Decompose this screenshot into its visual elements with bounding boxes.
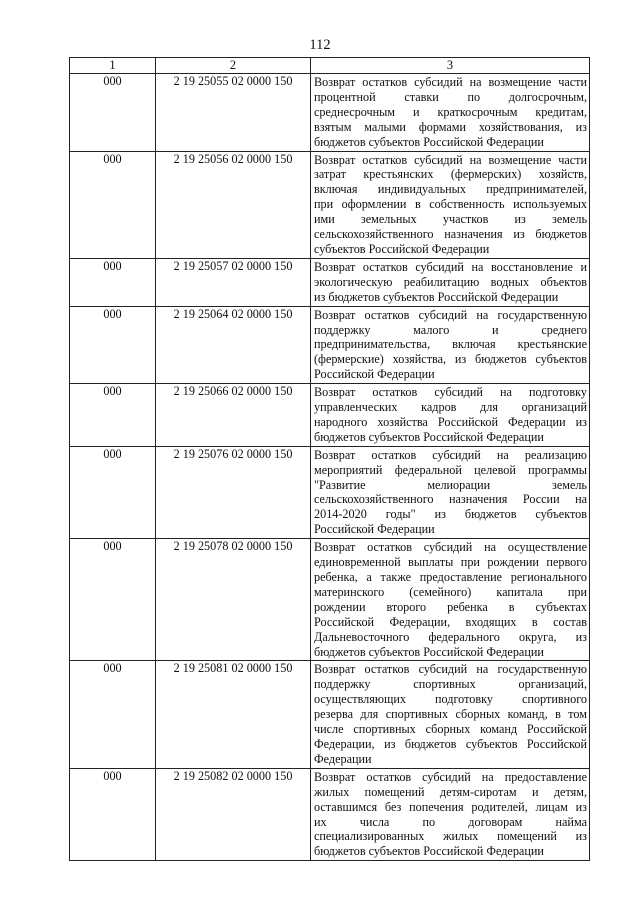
description-line: Возврат остатков субсидий на государственную: [314, 662, 587, 677]
page-number: 112: [309, 37, 331, 53]
description-line: бюджетов субъектов Российской Федерации: [314, 429, 544, 444]
description-line: при оформлении в собственность используемых: [314, 197, 587, 212]
table-row: [70, 151, 590, 258]
description-line: субъектов Российской Федерации: [314, 241, 490, 256]
description-line: сельскохозяйственного назначения России на: [314, 492, 587, 507]
income-description-cell: [311, 446, 590, 538]
description-line: осуществляющих подготовку спортивного: [314, 692, 587, 707]
budget-classification-code-cell: 2 19 25078 02 0000 150: [156, 539, 311, 661]
description-line: единовременной выплаты при рождении первого: [314, 555, 587, 570]
description-line: "Развитие мелиорации земель: [314, 477, 587, 492]
income-description-cell: [311, 74, 590, 152]
description-line: взятым малыми формами хозяйствования, из: [314, 119, 587, 134]
column-header-1: 1: [70, 58, 156, 74]
description-line: Возврат остатков субсидий на возмещение части: [314, 75, 587, 89]
budget-classification-code-cell: 2 19 25057 02 0000 150: [156, 258, 311, 306]
description-line: Возврат остатков субсидий на восстановление и: [314, 259, 587, 274]
income-description-cell: [311, 768, 590, 860]
description-line: жилых помещений детям-сиротам и детям,: [314, 784, 587, 799]
admin-code-cell: 000: [70, 151, 156, 258]
description-line: бюджетов субъектов Российской Федерации: [314, 644, 544, 659]
description-line: управленческих кадров для организаций: [314, 400, 587, 415]
description-line: предпринимательства, включая крестьянские: [314, 337, 587, 352]
table-row: [70, 539, 590, 661]
income-description-cell: [311, 384, 590, 447]
description-line: ими земельных участков из земель: [314, 212, 587, 227]
description-line: ребенка, а также предоставление регионального: [314, 570, 587, 584]
admin-code-cell: 000: [70, 446, 156, 538]
description-line: народного хозяйства Российской Федерации из: [314, 414, 587, 429]
table-row: [70, 384, 590, 447]
table-row: [70, 446, 590, 538]
description-line: Дальневосточного федерального округа, из: [314, 629, 587, 644]
table-header-row: [70, 58, 590, 74]
description-line: Российской Федерации, входящих в состав: [314, 614, 587, 629]
budget-classification-code-cell: 2 19 25055 02 0000 150: [156, 74, 311, 152]
description-line: Возврат остатков субсидий на подготовку: [314, 385, 587, 400]
description-line: процентной ставки по долгосрочным,: [314, 89, 587, 104]
admin-code-cell: 000: [70, 539, 156, 661]
description-line: Российской Федерации: [314, 367, 435, 382]
description-line: сельскохозяйственного назначения из бюджетов: [314, 227, 587, 242]
description-line: поддержку спортивных организаций,: [314, 677, 587, 692]
table-row: [70, 258, 590, 306]
description-line: Возврат остатков субсидий на реализацию: [314, 447, 587, 462]
description-line: Российской Федерации: [314, 522, 435, 537]
description-line: Возврат остатков субсидий на предоставление: [314, 769, 587, 784]
budget-classification-code-cell: 2 19 25081 02 0000 150: [156, 661, 311, 768]
description-line: экологическую реабилитацию водных объектов: [314, 274, 587, 289]
description-line: числе спортивных сборных команд Российской: [314, 722, 587, 737]
table-row: [70, 306, 590, 384]
admin-code-cell: 000: [70, 306, 156, 384]
table-row: [70, 768, 590, 860]
description-line: резерва для спортивных сборных команд, в том: [314, 707, 587, 722]
admin-code-cell: 000: [70, 768, 156, 860]
column-header-3: 3: [311, 58, 590, 74]
budget-classification-code-cell: 2 19 25066 02 0000 150: [156, 384, 311, 447]
income-description-cell: [311, 258, 590, 306]
description-line: из бюджетов субъектов Российской Федерации: [314, 289, 559, 304]
description-line: материнского (семейного) капитала при: [314, 584, 587, 599]
description-line: среднесрочным и краткосрочным кредитам,: [314, 104, 587, 119]
description-line: специализированных жилых помещений из: [314, 829, 587, 844]
description-line: Возврат остатков субсидий на государственную: [314, 307, 587, 322]
budget-classification-code-cell: 2 19 25082 02 0000 150: [156, 768, 311, 860]
description-line: рождении второго ребенка в субъектах: [314, 599, 587, 614]
description-line: Возврат остатков субсидий на осуществление: [314, 540, 587, 555]
admin-code-cell: 000: [70, 384, 156, 447]
description-line: Федерации, из бюджетов субъектов Российской: [314, 736, 587, 751]
description-line: Федерации: [314, 751, 372, 766]
income-description-cell: [311, 539, 590, 661]
income-description-cell: [311, 151, 590, 258]
description-line: (фермерские) хозяйства, из бюджетов субъектов: [314, 352, 587, 367]
description-line: их числа по договорам найма: [314, 814, 587, 829]
column-header-2: 2: [156, 58, 311, 74]
description-line: затрат крестьянских (фермерских) хозяйств,: [314, 167, 587, 182]
description-line: оставшимся без попечения родителей, лицам из: [314, 799, 587, 814]
description-line: Возврат остатков субсидий на возмещение части: [314, 152, 587, 167]
description-line: 2014-2020 годы" из бюджетов субъектов: [314, 507, 587, 522]
budget-classification-code-cell: 2 19 25064 02 0000 150: [156, 306, 311, 384]
budget-classification-code-cell: 2 19 25056 02 0000 150: [156, 151, 311, 258]
income-description-cell: [311, 661, 590, 768]
budget-classification-code-cell: 2 19 25076 02 0000 150: [156, 446, 311, 538]
admin-code-cell: 000: [70, 74, 156, 152]
description-line: бюджетов субъектов Российской Федерации: [314, 134, 544, 149]
table-row: [70, 74, 590, 152]
description-line: мероприятий федеральной целевой программы: [314, 462, 587, 477]
budget-codes-table: [69, 57, 590, 861]
admin-code-cell: 000: [70, 258, 156, 306]
description-line: включая индивидуальных предпринимателей,: [314, 182, 587, 197]
admin-code-cell: 000: [70, 661, 156, 768]
description-line: поддержку малого и среднего: [314, 322, 587, 337]
table-row: [70, 661, 590, 768]
income-description-cell: [311, 306, 590, 384]
description-line: бюджетов субъектов Российской Федерации: [314, 844, 544, 859]
